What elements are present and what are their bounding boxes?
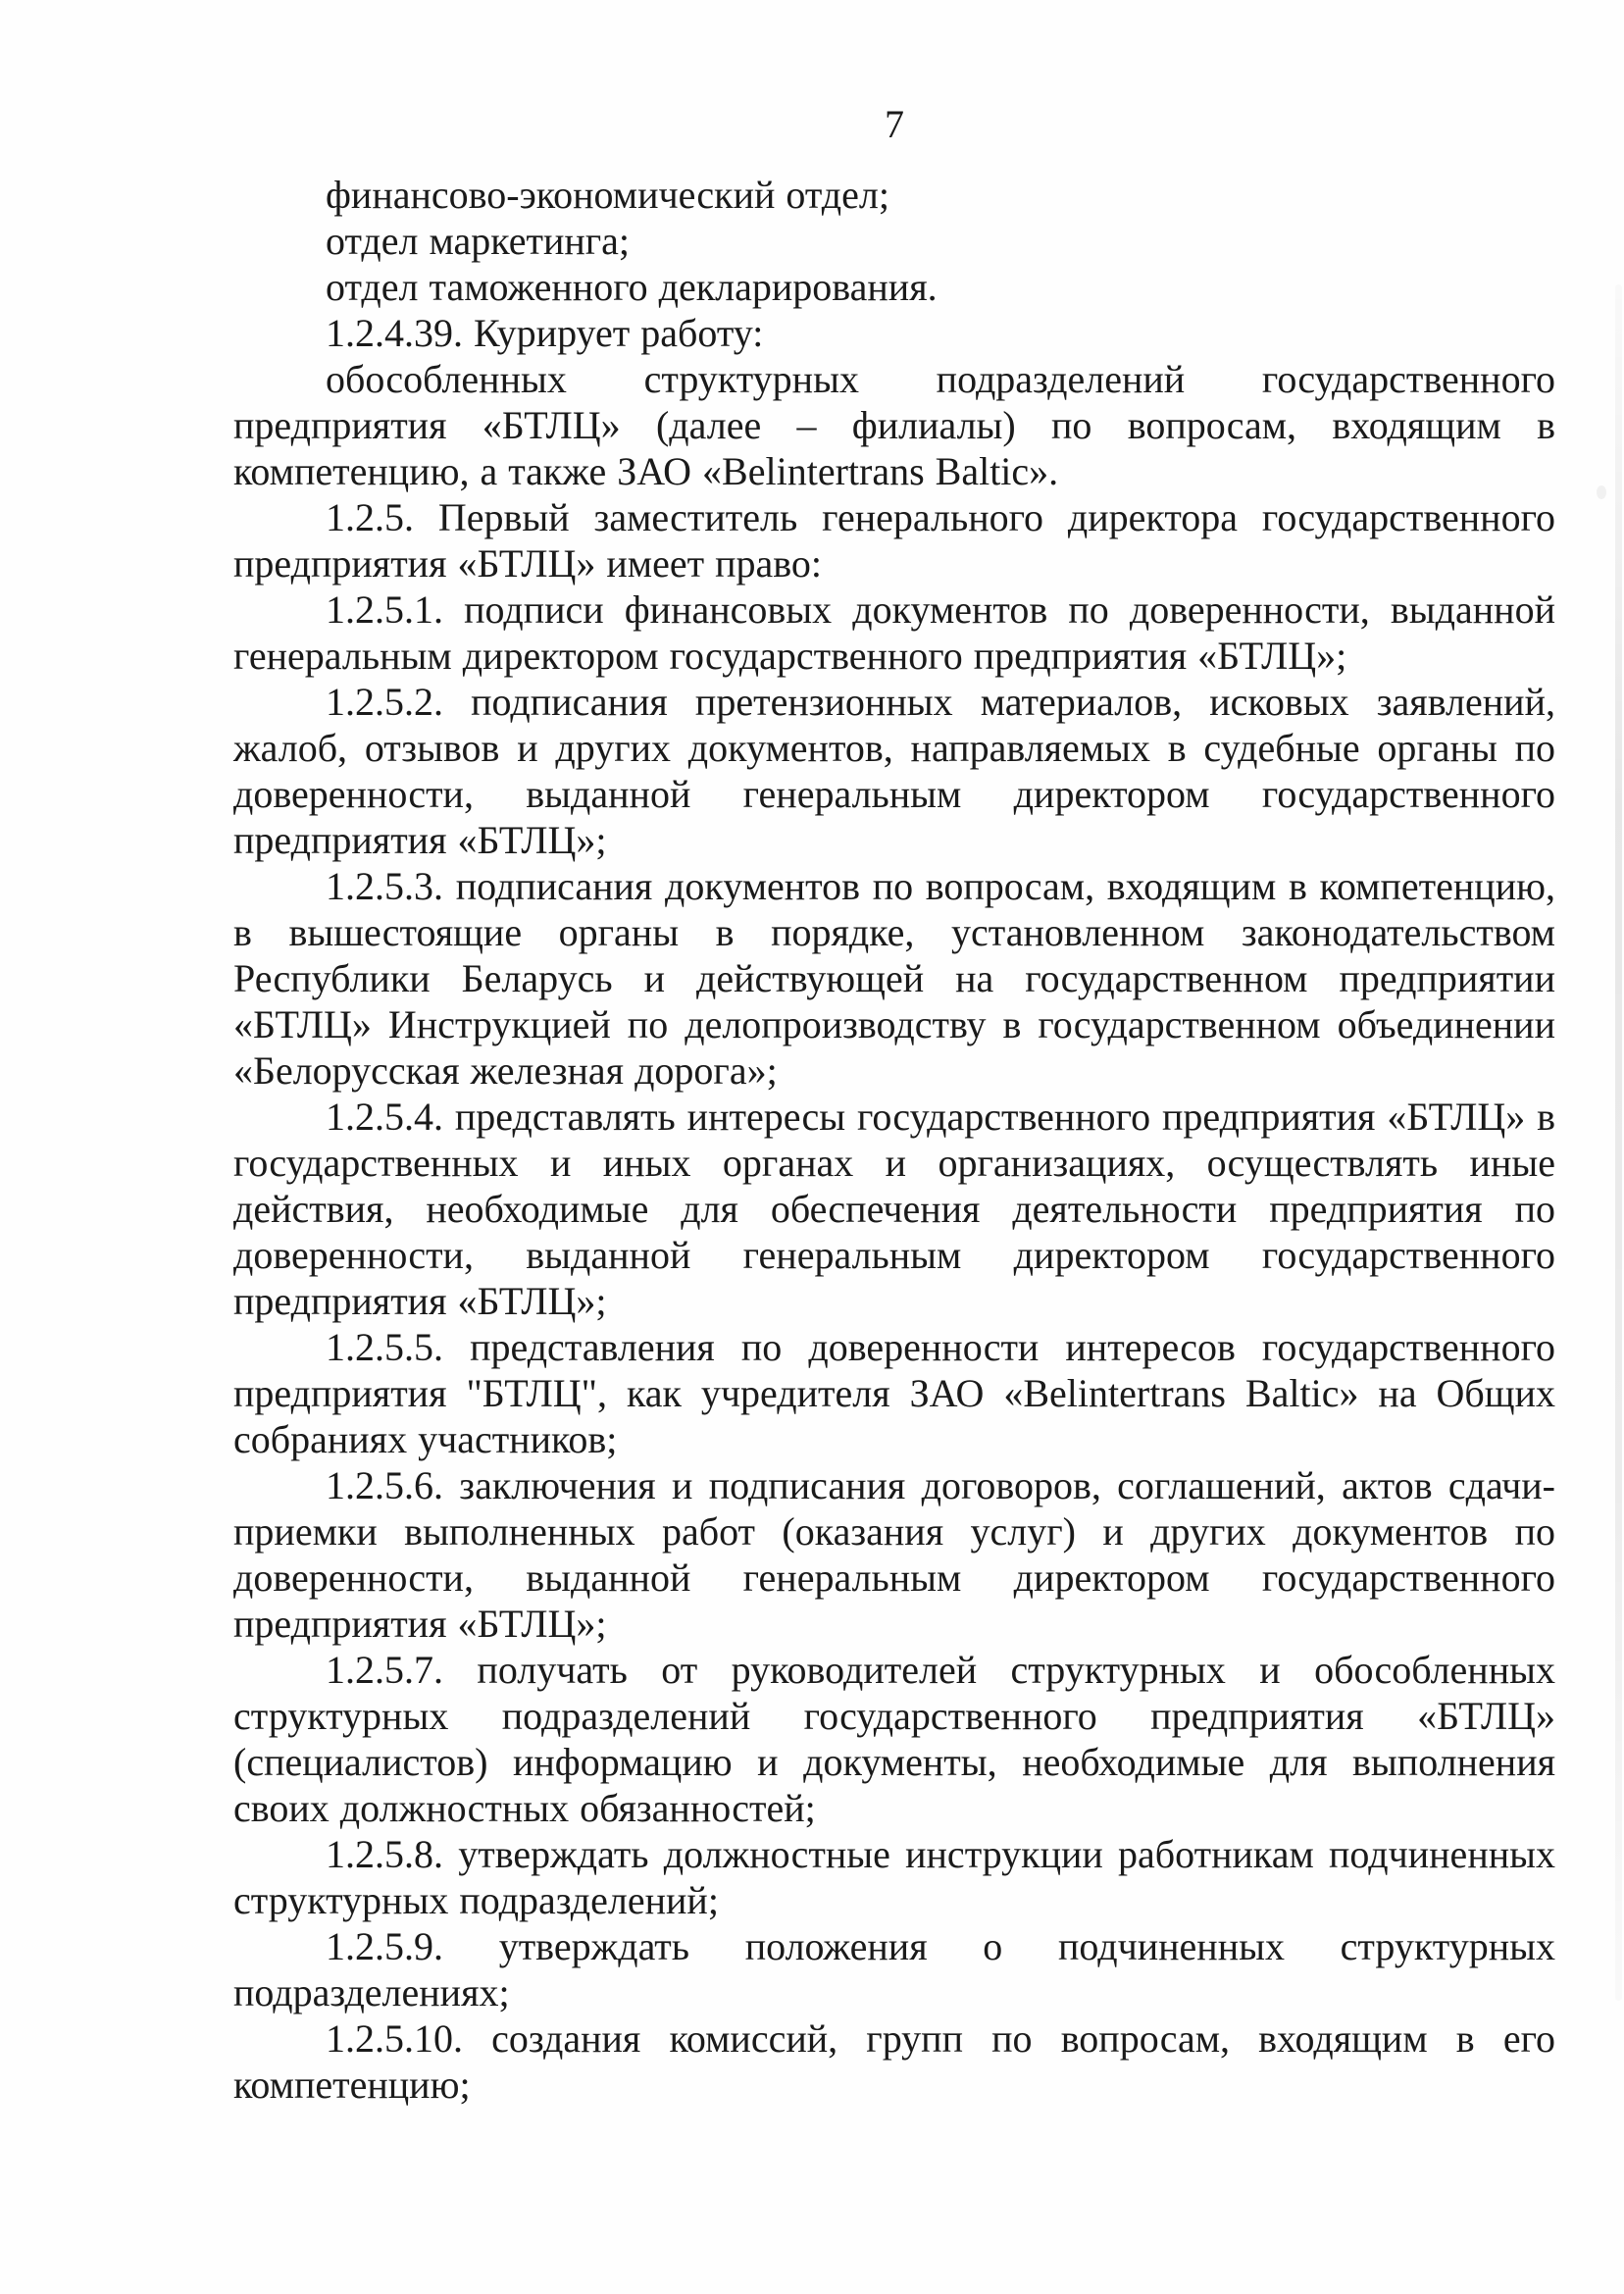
paragraph-1: финансово-экономический отдел; <box>326 173 889 217</box>
scan-smudge-artifact <box>1597 485 1606 499</box>
page-body <box>233 172 1555 2108</box>
paragraph-6: 1.2.5. Первый заместитель генерального директора государственного предприятия «БТЛЦ» имеет право: <box>233 495 1555 586</box>
page-number: 7 <box>885 102 904 146</box>
paragraph-12: 1.2.5.6. заключения и подписания договоров, соглашений, актов сдачи-приемки выполненных работ (оказания услуг) и других документов по доверенности, выданной генеральным директором государственного предприятия «БТЛЦ»; <box>233 1463 1555 1646</box>
paragraph-2: отдел маркетинга; <box>326 219 631 263</box>
paragraph-14: 1.2.5.8. утверждать должностные инструкции работникам подчиненных структурных подразделений; <box>233 1832 1555 1922</box>
paragraph-7: 1.2.5.1. подписи финансовых документов по доверенности, выданной генеральным директором государственного предприятия «БТЛЦ»; <box>233 587 1555 678</box>
paragraph-11: 1.2.5.5. представления по доверенности интересов государственного предприятия "БТЛЦ", как учредителя ЗАО «Belintertrans Baltic» на Общих собраниях участников; <box>233 1325 1555 1461</box>
paragraph-8: 1.2.5.2. подписания претензионных материалов, исковых заявлений, жалоб, отзывов и других документов, направляемых в судебные органы по доверенности, выданной генеральным директором государственного предприятия «БТЛЦ»; <box>233 680 1555 862</box>
scan-edge-shadow <box>1615 284 1622 2001</box>
paragraph-3: отдел таможенного декларирования. <box>326 265 938 309</box>
paragraph-15: 1.2.5.9. утверждать положения о подчиненных структурных подразделениях; <box>233 1924 1555 2014</box>
paragraph-16: 1.2.5.10. создания комиссий, групп по вопросам, входящим в его компетенцию; <box>233 2016 1555 2107</box>
paragraph-5: обособленных структурных подразделений государственного предприятия «БТЛЦ» (далее – филиалы) по вопросам, входящим в компетенцию, а также ЗАО «Belintertrans Baltic». <box>233 357 1555 493</box>
paragraph-4: 1.2.4.39. Курирует работу: <box>326 311 764 355</box>
paragraph-9: 1.2.5.3. подписания документов по вопросам, входящим в компетенцию, в вышестоящие органы в порядке, установленном законодательством Республики Беларусь и действующей на государственном предприятии «БТЛЦ» Инструкцией по делопроизводству в государственном объединении «Белорусская железная дорога»; <box>233 864 1555 1093</box>
paragraph-13: 1.2.5.7. получать от руководителей структурных и обособленных структурных подразделений государственного предприятия «БТЛЦ» (специалистов) информацию и документы, необходимые для выполнения своих должностных обязанностей; <box>233 1648 1555 1830</box>
paragraph-10: 1.2.5.4. представлять интересы государственного предприятия «БТЛЦ» в государственных и иных органах и организациях, осуществлять иные действия, необходимые для обеспечения деятельности предприятия по доверенности, выданной генеральным директором государственного предприятия «БТЛЦ»; <box>233 1095 1555 1323</box>
